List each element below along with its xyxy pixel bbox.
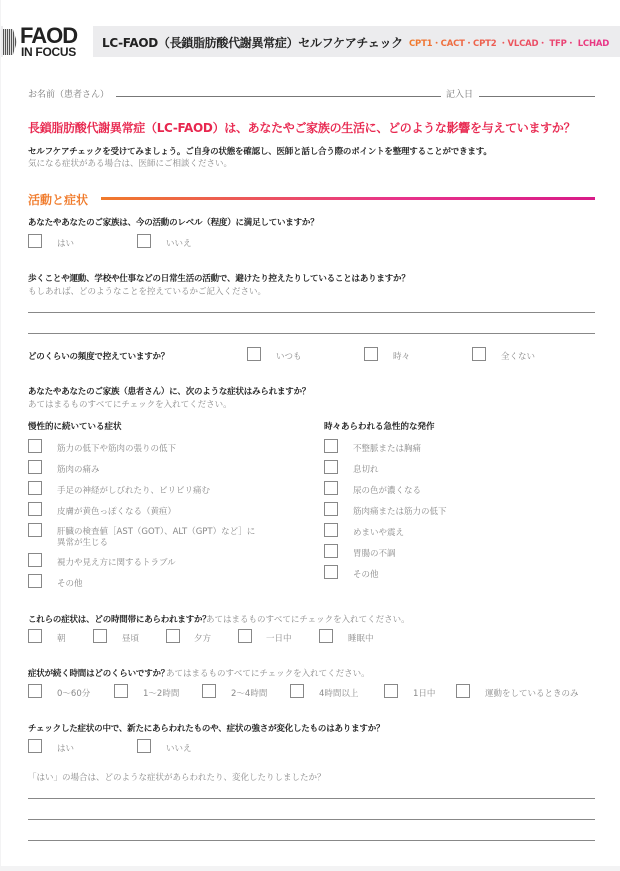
q7-yes-label: はい — [57, 744, 75, 754]
q5-option-label: 朝 — [57, 634, 66, 644]
chronic-checkbox[interactable] — [28, 481, 42, 495]
q7-answer-line-1[interactable] — [28, 798, 595, 799]
chronic-checkbox[interactable] — [28, 460, 42, 474]
acute-checkbox[interactable] — [324, 460, 338, 474]
name-field[interactable] — [116, 96, 441, 97]
section-title: 活動と症状 — [28, 193, 89, 207]
name-label: お名前（患者さん） — [28, 90, 110, 100]
intro-text: セルフケアチェックを受けてみましょう。ご自身の状態を確認し、医師と話し合う際のポイントを整理することができます。 — [28, 147, 492, 157]
self-care-check-sheet — [1, 0, 620, 866]
q5-option-label: 一日中 — [266, 634, 292, 644]
q6-duration-checkbox[interactable] — [290, 684, 304, 698]
q6-text: 症状が続く時間はどのくらいですか？ — [28, 669, 170, 679]
q6-option-label: 0〜60分 — [57, 689, 91, 699]
acute-label: その他 — [353, 570, 379, 580]
q2-hint: もしあれば、どのようなことを控えているかご記入ください。 — [28, 287, 267, 297]
section-divider — [101, 197, 595, 200]
chronic-checkbox[interactable] — [28, 523, 42, 537]
faod-in-focus-logo — [3, 25, 93, 59]
acute-checkbox[interactable] — [324, 439, 338, 453]
q7-answer-line-2[interactable] — [28, 819, 595, 820]
logo-in-focus-text: IN FOCUS — [21, 45, 76, 59]
q5-allday-checkbox[interactable] — [238, 629, 252, 643]
chronic-label-continued: 異常が生じる — [57, 538, 109, 548]
q1-text: あなたやあなたのご家族は、今の活動のレベル（程度）に満足していますか？ — [28, 218, 319, 228]
subtype-list: CPT1・CACT・CPT2 ・VLCAD・ TFP・ LCHAD — [409, 39, 610, 49]
q1-yes-label: はい — [57, 239, 75, 249]
q2-answer-line-2[interactable] — [28, 333, 595, 334]
q4-hint: あてはまるものすべてにチェックを入れてください。 — [28, 400, 232, 410]
chronic-label: 筋肉の痛み — [57, 465, 100, 475]
q3-sometimes-label: 時々 — [393, 352, 411, 362]
q7-answer-line-3[interactable] — [28, 840, 595, 841]
date-field[interactable] — [479, 96, 595, 97]
q5-text: これらの症状は、どの時間帯にあらわれますか？ — [28, 615, 211, 625]
chronic-label: 手足の神経がしびれたり、ビリビリ痛む — [57, 486, 211, 496]
acute-label: 息切れ — [353, 465, 379, 475]
q6-option-label: 2〜4時間 — [231, 689, 268, 699]
q6-duration-checkbox[interactable] — [114, 684, 128, 698]
q5-sleep-checkbox[interactable] — [319, 629, 333, 643]
acute-label: 筋肉痛または筋力の低下 — [353, 507, 447, 517]
chronic-checkbox[interactable] — [28, 502, 42, 516]
intro-note: 気になる症状がある場合は、医師にご相談ください。 — [28, 159, 233, 169]
chronic-checkbox[interactable] — [28, 553, 42, 567]
q7-no-checkbox[interactable] — [137, 739, 151, 753]
q6-option-label: 1〜2時間 — [143, 689, 180, 699]
q5-option-label: 昼頃 — [122, 634, 140, 644]
q5-option-label: 夕方 — [194, 634, 212, 644]
q6-hint: あてはまるものすべてにチェックを入れてください。 — [166, 669, 370, 679]
q5-noon-checkbox[interactable] — [93, 629, 107, 643]
acute-label: 尿の色が濃くなる — [353, 486, 422, 496]
acute-checkbox[interactable] — [324, 544, 338, 558]
q7-no-label: いいえ — [166, 744, 192, 754]
chronic-label: 肝臓の検査値［AST（GOT）、ALT（GPT）など］に — [57, 527, 256, 537]
q7-text: チェックした症状の中で、新たにあらわれたものや、症状の強さが変化したものはありますか？ — [28, 724, 385, 734]
page-title: LC-FAOD（長鎖脂肪酸代謝異常症）セルフケアチェック — [102, 36, 403, 50]
chronic-label: 皮膚が黄色っぽくなる（黄疸） — [57, 507, 177, 517]
q3-text: どのくらいの頻度で控えていますか？ — [28, 352, 170, 362]
q6-duration-checkbox[interactable] — [202, 684, 216, 698]
q5-hint: あてはまるものすべてにチェックを入れてください。 — [206, 615, 410, 625]
q3-always-label: いつも — [276, 352, 302, 362]
acute-checkbox[interactable] — [324, 523, 338, 537]
chronic-label: 視力や見え方に関するトラブル — [57, 558, 176, 568]
q5-option-label: 睡眠中 — [348, 634, 374, 644]
q6-option-label: 4時間以上 — [319, 689, 359, 699]
acute-checkbox[interactable] — [324, 481, 338, 495]
q7-yes-checkbox[interactable] — [28, 739, 42, 753]
q4-text: あなたやあなたのご家族（患者さん）に、次のような症状はみられますか？ — [28, 387, 311, 397]
q3-never-checkbox[interactable] — [472, 347, 486, 361]
acute-heading: 時々あらわれる急性的な発作 — [324, 422, 435, 432]
chronic-checkbox[interactable] — [28, 439, 42, 453]
q2-answer-line-1[interactable] — [28, 312, 595, 313]
q6-duration-checkbox[interactable] — [28, 684, 42, 698]
q1-no-checkbox[interactable] — [137, 234, 151, 248]
chronic-label: その他 — [57, 579, 83, 589]
q5-morning-checkbox[interactable] — [28, 629, 42, 643]
acute-checkbox[interactable] — [324, 565, 338, 579]
q1-yes-checkbox[interactable] — [28, 234, 42, 248]
q6-duration-checkbox[interactable] — [384, 684, 398, 698]
q3-sometimes-checkbox[interactable] — [364, 347, 378, 361]
q5-evening-checkbox[interactable] — [166, 629, 180, 643]
q1-no-label: いいえ — [166, 239, 192, 249]
chronic-heading: 慢性的に続いている症状 — [28, 422, 122, 432]
logo-faod-text: FAOD — [20, 23, 78, 48]
q3-always-checkbox[interactable] — [247, 347, 261, 361]
q2-text: 歩くことや運動、学校や仕事などの日常生活の活動で、避けたり控えたりしていることはありますか？ — [28, 274, 410, 284]
chronic-label: 筋力の低下や筋肉の張りの低下 — [57, 444, 177, 454]
acute-label: 不整脈または胸痛 — [353, 444, 422, 454]
q6-duration-checkbox[interactable] — [456, 684, 470, 698]
q3-never-label: 全くない — [501, 352, 536, 362]
date-label: 記入日 — [446, 90, 474, 100]
q7-followup: 「はい」の場合は、どのような症状があらわれたり、変化したりしましたか？ — [28, 773, 326, 783]
acute-label: 胃腸の不調 — [353, 549, 396, 559]
acute-label: めまいや震え — [353, 528, 405, 538]
q6-option-label: 運動をしているときのみ — [485, 689, 579, 699]
logo-chevron-icon — [3, 29, 17, 55]
lead-question: 長鎖脂肪酸代謝異常症（LC-FAOD）は、あなたやご家族の生活に、どのような影響を与えていますか？ — [28, 121, 576, 135]
acute-checkbox[interactable] — [324, 502, 338, 516]
chronic-checkbox[interactable] — [28, 574, 42, 588]
q6-option-label: 1日中 — [413, 689, 436, 699]
